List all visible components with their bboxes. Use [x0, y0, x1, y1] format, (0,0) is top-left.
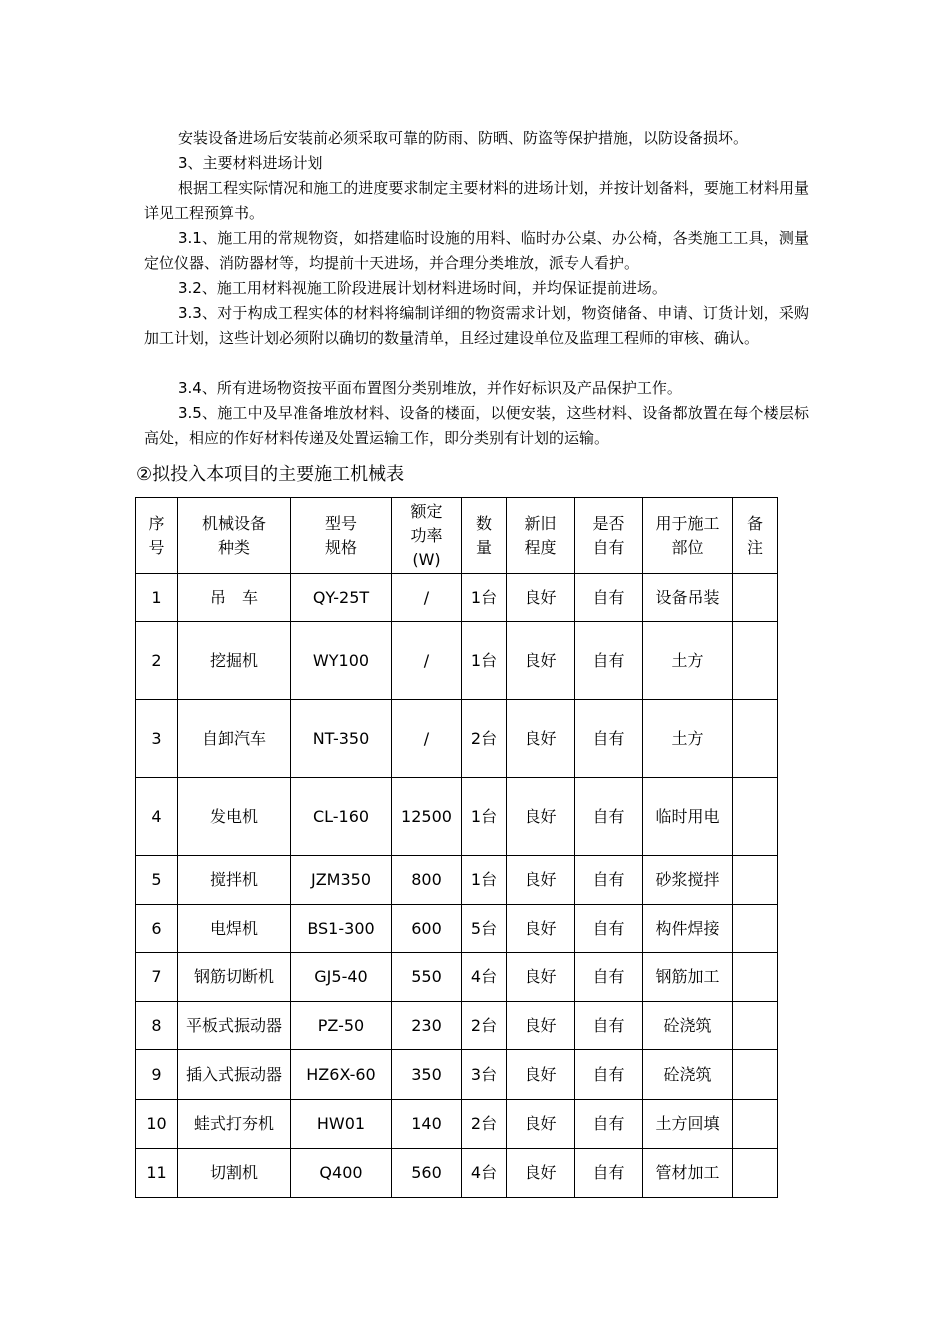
- header-index: 序 号: [136, 498, 178, 574]
- cell-owned: 自有: [575, 778, 643, 856]
- cell-rated-power: 550: [392, 953, 462, 1002]
- cell-rated-power: 12500: [392, 778, 462, 856]
- table-row: [136, 778, 778, 856]
- paragraph-3-5: 3.5、施工中及早准备堆放材料、设备的楼面，以便安装，这些材料、设备都放置在每个楼层标高处，相应的作好材料传递及处置运输工作，即分类别有计划的运输。: [144, 404, 809, 447]
- cell-rated-power: /: [392, 700, 462, 778]
- cell-condition: 良好: [507, 1100, 575, 1149]
- cell-model: BS1-300: [291, 905, 392, 953]
- cell-rated-power: 800: [392, 856, 462, 905]
- cell-owned: 自有: [575, 1050, 643, 1100]
- cell-remarks: [733, 905, 778, 953]
- cell-rated-power: 560: [392, 1149, 462, 1198]
- cell-owned: 自有: [575, 574, 643, 622]
- machinery-table: [135, 497, 778, 1198]
- cell-model: QY-25T: [291, 574, 392, 622]
- cell-quantity: 1台: [462, 574, 507, 622]
- table-row: [136, 953, 778, 1002]
- paragraph-material-plan: 根据工程实际情况和施工的进度要求制定主要材料的进场计划，并按计划备料，要施工材料用量详见工程预算书。: [144, 179, 809, 222]
- cell-quantity: 1台: [462, 778, 507, 856]
- cell-owned: 自有: [575, 905, 643, 953]
- paragraph-3-3: 3.3、对于构成工程实体的材料将编制详细的物资需求计划，物资储备、申请、订货计划，采购加工计划，这些计划必须附以确切的数量清单，且经过建设单位及监理工程师的审核、确认。: [144, 304, 809, 347]
- cell-machine-type: 发电机: [178, 778, 291, 856]
- header-machine-type: 机械设备 种类: [178, 498, 291, 574]
- cell-condition: 良好: [507, 622, 575, 700]
- table-row: [136, 856, 778, 905]
- header-condition: 新旧 程度: [507, 498, 575, 574]
- cell-usage: 土方: [643, 622, 733, 700]
- cell-rated-power: /: [392, 622, 462, 700]
- cell-condition: 良好: [507, 700, 575, 778]
- cell-machine-type: 平板式振动器: [178, 1002, 291, 1050]
- table-row: [136, 574, 778, 622]
- header-model: 型号 规格: [291, 498, 392, 574]
- table-row: [136, 622, 778, 700]
- cell-index: 6: [136, 905, 178, 953]
- cell-machine-type: 插入式振动器: [178, 1050, 291, 1100]
- cell-remarks: [733, 1050, 778, 1100]
- paragraph-equipment-protection: 安装设备进场后安装前必须采取可靠的防雨、防晒、防盗等保护措施，以防设备损坏。: [178, 129, 749, 147]
- cell-index: 9: [136, 1050, 178, 1100]
- cell-quantity: 3台: [462, 1050, 507, 1100]
- cell-index: 3: [136, 700, 178, 778]
- cell-remarks: [733, 574, 778, 622]
- table-row: [136, 905, 778, 953]
- cell-quantity: 2台: [462, 1100, 507, 1149]
- table-header-row: [136, 498, 778, 574]
- cell-machine-type: 挖掘机: [178, 622, 291, 700]
- cell-rated-power: 600: [392, 905, 462, 953]
- cell-quantity: 2台: [462, 1002, 507, 1050]
- cell-usage: 临时用电: [643, 778, 733, 856]
- cell-model: WY100: [291, 622, 392, 700]
- cell-index: 11: [136, 1149, 178, 1198]
- cell-remarks: [733, 700, 778, 778]
- cell-index: 8: [136, 1002, 178, 1050]
- header-remarks: 备 注: [733, 498, 778, 574]
- cell-usage: 砂浆搅拌: [643, 856, 733, 905]
- cell-model: GJ5-40: [291, 953, 392, 1002]
- cell-quantity: 4台: [462, 1149, 507, 1198]
- cell-machine-type: 钢筋切断机: [178, 953, 291, 1002]
- cell-condition: 良好: [507, 953, 575, 1002]
- cell-index: 1: [136, 574, 178, 622]
- table-body: [136, 574, 778, 1198]
- cell-condition: 良好: [507, 905, 575, 953]
- cell-machine-type: 自卸汽车: [178, 700, 291, 778]
- header-quantity: 数 量: [462, 498, 507, 574]
- cell-condition: 良好: [507, 574, 575, 622]
- header-owned: 是否 自有: [575, 498, 643, 574]
- paragraph-3-2: 3.2、施工用材料视施工阶段进展计划材料进场时间，并均保证提前进场。: [178, 279, 667, 297]
- cell-model: PZ-50: [291, 1002, 392, 1050]
- table-row: [136, 1149, 778, 1198]
- cell-usage: 设备吊装: [643, 574, 733, 622]
- cell-condition: 良好: [507, 856, 575, 905]
- cell-model: JZM350: [291, 856, 392, 905]
- cell-index: 10: [136, 1100, 178, 1149]
- cell-condition: 良好: [507, 778, 575, 856]
- cell-machine-type: 吊 车: [178, 574, 291, 622]
- cell-condition: 良好: [507, 1149, 575, 1198]
- cell-machine-type: 蛙式打夯机: [178, 1100, 291, 1149]
- table-row: [136, 1002, 778, 1050]
- cell-model: NT-350: [291, 700, 392, 778]
- cell-machine-type: 切割机: [178, 1149, 291, 1198]
- cell-remarks: [733, 1002, 778, 1050]
- cell-usage: 砼浇筑: [643, 1002, 733, 1050]
- cell-owned: 自有: [575, 1149, 643, 1198]
- cell-index: 5: [136, 856, 178, 905]
- cell-usage: 钢筋加工: [643, 953, 733, 1002]
- table-row: [136, 700, 778, 778]
- cell-owned: 自有: [575, 1100, 643, 1149]
- cell-owned: 自有: [575, 1002, 643, 1050]
- cell-quantity: 4台: [462, 953, 507, 1002]
- cell-index: 2: [136, 622, 178, 700]
- cell-usage: 土方: [643, 700, 733, 778]
- paragraph-3-4: 3.4、所有进场物资按平面布置图分类别堆放，并作好标识及产品保护工作。: [178, 379, 682, 397]
- cell-owned: 自有: [575, 700, 643, 778]
- cell-usage: 构件焊接: [643, 905, 733, 953]
- cell-model: HW01: [291, 1100, 392, 1149]
- cell-remarks: [733, 1149, 778, 1198]
- cell-remarks: [733, 1100, 778, 1149]
- cell-machine-type: 电焊机: [178, 905, 291, 953]
- section-heading-material-plan: 3、主要材料进场计划: [178, 154, 323, 172]
- cell-remarks: [733, 622, 778, 700]
- cell-condition: 良好: [507, 1002, 575, 1050]
- cell-rated-power: /: [392, 574, 462, 622]
- cell-usage: 砼浇筑: [643, 1050, 733, 1100]
- cell-quantity: 5台: [462, 905, 507, 953]
- header-rated-power: 额定 功率 (W): [392, 498, 462, 574]
- cell-model: HZ6X-60: [291, 1050, 392, 1100]
- table-title: ②拟投入本项目的主要施工机械表: [136, 464, 405, 485]
- cell-machine-type: 搅拌机: [178, 856, 291, 905]
- cell-index: 7: [136, 953, 178, 1002]
- cell-rated-power: 140: [392, 1100, 462, 1149]
- cell-rated-power: 230: [392, 1002, 462, 1050]
- cell-remarks: [733, 856, 778, 905]
- cell-remarks: [733, 778, 778, 856]
- cell-owned: 自有: [575, 856, 643, 905]
- cell-quantity: 1台: [462, 856, 507, 905]
- cell-index: 4: [136, 778, 178, 856]
- table-row: [136, 1100, 778, 1149]
- cell-usage: 土方回填: [643, 1100, 733, 1149]
- cell-usage: 管材加工: [643, 1149, 733, 1198]
- cell-remarks: [733, 953, 778, 1002]
- cell-model: Q400: [291, 1149, 392, 1198]
- header-usage: 用于施工 部位: [643, 498, 733, 574]
- cell-model: CL-160: [291, 778, 392, 856]
- table-row: [136, 1050, 778, 1100]
- paragraph-3-1: 3.1、施工用的常规物资，如搭建临时设施的用料、临时办公桌、办公椅，各类施工工具，测量定位仪器、消防器材等，均提前十天进场，并合理分类堆放，派专人看护。: [144, 229, 809, 272]
- cell-quantity: 2台: [462, 700, 507, 778]
- cell-owned: 自有: [575, 953, 643, 1002]
- cell-quantity: 1台: [462, 622, 507, 700]
- cell-condition: 良好: [507, 1050, 575, 1100]
- cell-owned: 自有: [575, 622, 643, 700]
- cell-rated-power: 350: [392, 1050, 462, 1100]
